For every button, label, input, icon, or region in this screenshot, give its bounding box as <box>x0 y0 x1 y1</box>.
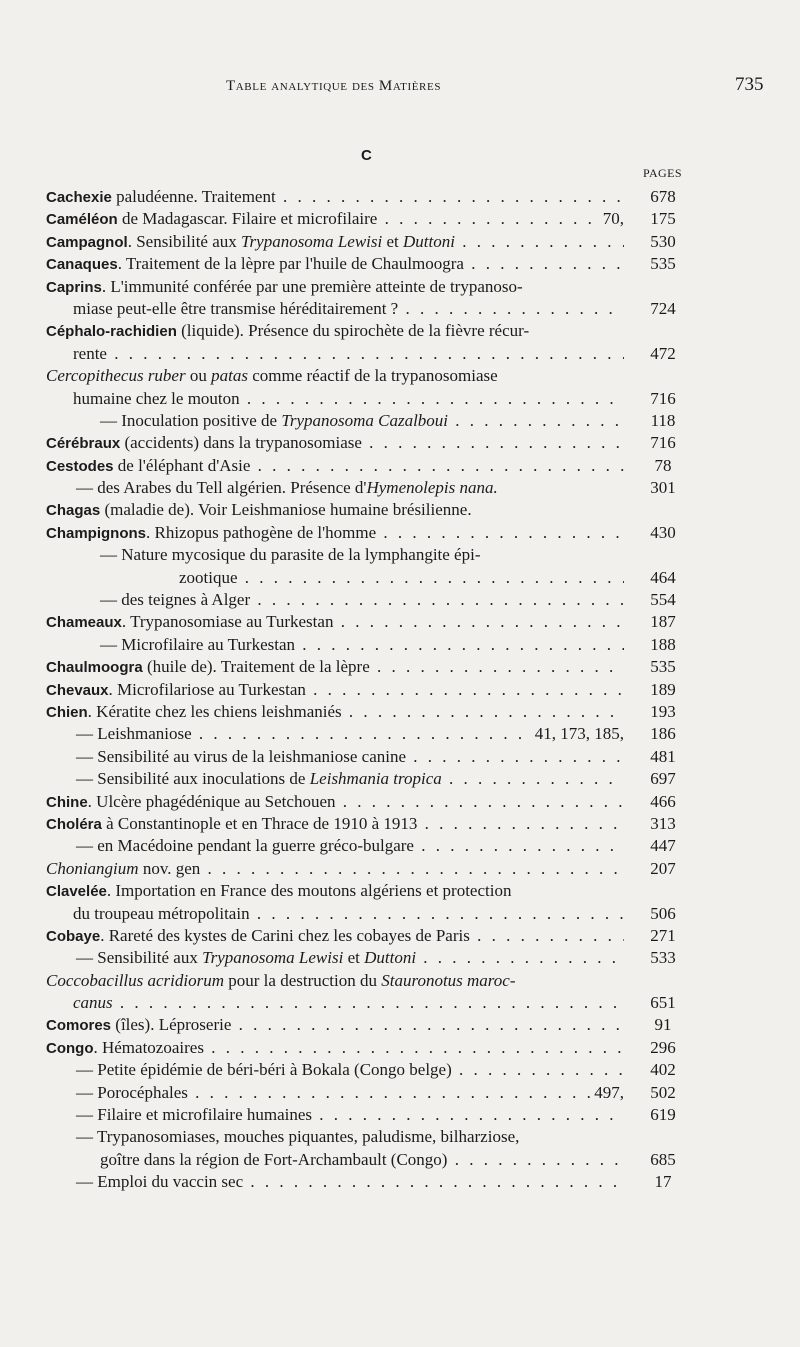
entry-page-number: 466 <box>650 791 676 811</box>
index-entry <box>46 276 686 298</box>
index-entry <box>46 1082 686 1104</box>
entry-description: . Traitement de la lèpre par l'huile de Chaulmoogra <box>117 254 464 274</box>
entry-keyword: Canaques <box>46 256 118 274</box>
entry-text <box>46 611 624 634</box>
index-entry <box>46 746 686 768</box>
entry-description: — Inoculation positive de <box>100 410 282 430</box>
entry-page-number: 118 <box>650 410 676 430</box>
entry-page-number: 651 <box>650 993 676 1013</box>
entry-text <box>46 746 624 768</box>
entry-description: rente <box>73 343 107 363</box>
pages-column-label: PAGES <box>643 166 682 180</box>
entry-text <box>46 858 624 880</box>
index-entry <box>46 343 686 365</box>
entry-italic-term: Duttoni <box>364 948 417 968</box>
entry-italic-term: Trypanosoma Lewisi <box>241 231 383 251</box>
entry-text <box>46 410 624 432</box>
entry-italic-term: Trypanosoma Lewisi <box>202 948 344 968</box>
section-letter: C <box>361 147 372 164</box>
index-entry <box>46 544 686 566</box>
index-entry <box>46 1059 686 1081</box>
entry-page-number: 17 <box>654 1172 672 1192</box>
entry-page-number: 91 <box>654 1015 672 1035</box>
entry-text <box>46 298 624 320</box>
page-number: 735 <box>735 74 764 95</box>
entry-description: . Importation en France des moutons algériens et protection <box>106 881 512 901</box>
index-entries <box>46 186 686 1194</box>
entry-description: . Kératite chez les chiens leishmaniés <box>87 701 342 721</box>
index-entry <box>46 701 686 723</box>
entry-text <box>46 477 624 499</box>
entry-text <box>46 432 624 455</box>
entry-page-number: 502 <box>650 1082 676 1102</box>
entry-italic-term: Leishmania tropica <box>309 769 442 789</box>
entry-page-number: 535 <box>650 657 676 677</box>
entry-text <box>46 186 624 209</box>
index-entry <box>46 835 686 857</box>
entry-page-number: 472 <box>650 343 676 363</box>
entry-text <box>46 656 624 679</box>
entry-keyword: Clavelée <box>46 883 107 901</box>
entry-text <box>46 208 624 231</box>
entry-text <box>46 1037 624 1060</box>
entry-description: zootique <box>179 567 238 587</box>
index-entry <box>46 1014 686 1036</box>
entry-text <box>46 813 624 836</box>
index-entry <box>46 634 686 656</box>
entry-description: (liquide). Présence du spirochète de la fièvre récur- <box>176 321 530 341</box>
entry-description: du troupeau métropolitain <box>73 903 250 923</box>
index-entry <box>46 925 686 947</box>
entry-text <box>46 1171 624 1193</box>
entry-page-number: 533 <box>650 948 676 968</box>
index-entry <box>46 298 686 320</box>
entry-extra-pages: 497, <box>590 1082 624 1104</box>
index-entry <box>46 208 686 230</box>
entry-keyword: Chevaux <box>46 681 109 699</box>
entry-page-number: 271 <box>650 925 676 945</box>
index-entry <box>46 992 686 1014</box>
entry-keyword: Chaulmoogra <box>46 659 143 677</box>
entry-description: — Sensibilité aux inoculations de <box>76 769 310 789</box>
entry-italic-term: Stauronotus maroc- <box>381 970 516 990</box>
entry-description: miase peut-elle être transmise héréditairement ? <box>73 298 399 318</box>
entry-page-number: 554 <box>650 590 676 610</box>
entry-text <box>46 791 624 814</box>
entry-description: (huile de). Traitement de la lèpre <box>142 657 370 677</box>
entry-text <box>46 1104 624 1126</box>
entry-text <box>46 903 624 925</box>
entry-text <box>46 365 624 387</box>
index-entry <box>46 813 686 835</box>
index-entry <box>46 522 686 544</box>
index-entry <box>46 231 686 253</box>
entry-description: — des teignes à Alger <box>100 590 251 610</box>
entry-page-number: 189 <box>650 679 676 699</box>
entry-page-number: 430 <box>650 522 676 542</box>
entry-keyword: Cobaye <box>46 927 101 945</box>
index-entry <box>46 679 686 701</box>
entry-keyword: Campagnol <box>46 233 128 251</box>
entry-text <box>46 276 624 299</box>
entry-description: pour la destruction du <box>224 970 382 990</box>
entry-text <box>46 947 624 969</box>
index-entry <box>46 1037 686 1059</box>
entry-description: . Microfilariose au Turkestan <box>108 679 306 699</box>
entry-keyword: Chine <box>46 793 88 811</box>
entry-description: goître dans la région de Fort-Archambault (Congo) <box>100 1149 448 1169</box>
entry-page-number: 697 <box>650 769 676 789</box>
entry-page-number: 685 <box>650 1149 676 1169</box>
entry-description: à Constantinople et en Thrace de 1910 à 1913 <box>101 813 418 833</box>
entry-description: — Filaire et microfilaire humaines <box>76 1105 313 1125</box>
entry-keyword: Chien <box>46 703 88 721</box>
index-entry <box>46 365 686 387</box>
entry-page-number: 464 <box>650 567 676 587</box>
entry-page-number: 193 <box>650 701 676 721</box>
entry-text <box>46 253 624 276</box>
entry-description: — Porocéphales <box>76 1082 188 1102</box>
entry-italic-term: Trypanosoma Cazalboui <box>281 410 449 430</box>
entry-keyword: Caméléon <box>46 211 118 229</box>
entry-page-number: 530 <box>650 231 676 251</box>
entry-page-number: 175 <box>650 209 676 229</box>
index-entry <box>46 320 686 342</box>
index-entry <box>46 1149 686 1171</box>
entry-text <box>46 544 624 566</box>
entry-keyword: Céphalo-rachidien <box>46 323 177 341</box>
entry-text <box>46 1082 624 1104</box>
entry-description: — Nature mycosique du parasite de la lymphangite épi- <box>100 545 481 565</box>
entry-keyword: Caprins <box>46 278 102 296</box>
index-entry <box>46 253 686 275</box>
entry-italic-term: Coccobacillus acridiorum <box>46 970 225 990</box>
entry-description: . Trypanosomiase au Turkestan <box>121 612 334 632</box>
index-entry <box>46 791 686 813</box>
entry-italic-term: Duttoni <box>403 231 455 251</box>
entry-description: et <box>382 231 404 251</box>
entry-keyword: Cachexie <box>46 189 112 206</box>
entry-text <box>46 970 624 992</box>
entry-keyword: Chagas <box>46 502 101 520</box>
entry-description: de Madagascar. Filaire et microfilaire <box>117 209 378 229</box>
index-entry <box>46 723 686 745</box>
entry-text <box>46 231 624 254</box>
entry-text <box>46 634 624 656</box>
entry-text <box>46 567 624 589</box>
entry-description: ou <box>185 366 212 386</box>
entry-description: — Petite épidémie de béri-béri à Bokala (Congo belge) <box>76 1060 452 1080</box>
entry-italic-term: Choniangium <box>46 858 139 878</box>
entry-description: et <box>343 948 365 968</box>
entry-description: — Leishmaniose <box>76 724 192 744</box>
entry-keyword: Cérébraux <box>46 435 121 453</box>
entry-page-number: 78 <box>654 455 672 475</box>
entry-description: — des Arabes du Tell algérien. Présence d' <box>76 478 367 498</box>
entry-description: — Sensibilité aux <box>76 948 203 968</box>
entry-page-number: 535 <box>650 254 676 274</box>
entry-text <box>46 320 624 343</box>
entry-italic-term: canus <box>73 993 113 1013</box>
entry-page-number: 296 <box>650 1037 676 1057</box>
entry-italic-term: Cercopithecus ruber <box>46 366 186 386</box>
entry-page-number: 187 <box>650 612 676 632</box>
entry-description: — Microfilaire au Turkestan <box>100 634 295 654</box>
index-entry <box>46 970 686 992</box>
entry-italic-term: patas <box>211 366 248 386</box>
entry-text <box>46 1149 624 1171</box>
entry-text <box>46 499 624 522</box>
entry-description: — Sensibilité au virus de la leishmaniose canine <box>76 746 407 766</box>
entry-description: (îles). Léproserie <box>111 1015 232 1035</box>
entry-text <box>46 679 624 702</box>
entry-keyword: Congo <box>46 1039 94 1057</box>
index-entry <box>46 589 686 611</box>
entry-text <box>46 1014 624 1037</box>
index-entry <box>46 455 686 477</box>
entry-description: paludéenne. Traitement <box>111 187 276 206</box>
entry-page-number: 678 <box>650 187 676 206</box>
entry-text <box>46 343 624 365</box>
entry-description: nov. gen <box>138 858 201 878</box>
entry-page-number: 402 <box>650 1060 676 1080</box>
entry-keyword: Champignons <box>46 524 146 542</box>
index-entry <box>46 388 686 410</box>
entry-description: . Sensibilité aux <box>127 231 242 251</box>
entry-extra-pages: 41, 173, 185, <box>531 723 624 745</box>
entry-text <box>46 701 624 724</box>
entry-page-number: 619 <box>650 1105 676 1125</box>
index-entry <box>46 477 686 499</box>
index-entry <box>46 567 686 589</box>
entry-page-number: 481 <box>650 746 676 766</box>
entry-description: — Trypanosomiases, mouches piquantes, paludisme, bilharziose, <box>76 1127 520 1147</box>
entry-page-number: 301 <box>650 478 676 498</box>
index-entry <box>46 880 686 902</box>
entry-description: . Rareté des kystes de Carini chez les cobayes de Paris <box>100 925 470 945</box>
entry-description: — en Macédoine pendant la guerre gréco-bulgare <box>76 836 414 856</box>
entry-description: . Ulcère phagédénique au Setchouen <box>87 791 336 811</box>
entry-text <box>46 388 624 410</box>
running-title: Table analytique des Matières <box>226 78 442 94</box>
entry-description: (accidents) dans la trypanosomiase <box>120 433 362 453</box>
index-entry <box>46 947 686 969</box>
entry-description: . Rhizopus pathogène de l'homme <box>146 522 377 542</box>
entry-text <box>46 522 624 545</box>
index-entry <box>46 186 686 208</box>
page-header <box>0 72 800 96</box>
entry-keyword: Chameaux <box>46 614 122 632</box>
entry-italic-term: Hymenolepis nana. <box>366 478 498 498</box>
index-entry <box>46 432 686 454</box>
entry-keyword: Cestodes <box>46 457 114 475</box>
entry-page-number: 716 <box>650 433 676 453</box>
entry-text <box>46 455 624 478</box>
entry-text <box>46 589 624 611</box>
index-entry <box>46 1126 686 1148</box>
index-entry <box>46 768 686 790</box>
entry-page-number: 506 <box>650 903 676 923</box>
entry-description: . Hématozoaires <box>93 1037 204 1057</box>
entry-text <box>46 1126 624 1148</box>
entry-page-number: 724 <box>650 298 676 318</box>
index-entry <box>46 1104 686 1126</box>
entry-extra-pages: 70, <box>599 208 624 230</box>
entry-text <box>46 992 624 1014</box>
entry-keyword: Comores <box>46 1017 112 1035</box>
entry-page-number: 716 <box>650 388 676 408</box>
entry-text <box>46 835 624 857</box>
index-entry <box>46 903 686 925</box>
index-entry <box>46 858 686 880</box>
index-entry <box>46 499 686 521</box>
entry-description: . L'immunité conférée par une première atteinte de trypanoso- <box>101 276 523 296</box>
entry-page-number: 207 <box>650 858 676 878</box>
entry-description: (maladie de). Voir Leishmaniose humaine brésilienne. <box>100 500 472 520</box>
entry-text <box>46 1059 624 1081</box>
entry-text <box>46 768 624 790</box>
index-entry <box>46 1171 686 1193</box>
entry-description: humaine chez le mouton <box>73 388 240 408</box>
entry-text <box>46 925 624 948</box>
index-entry <box>46 656 686 678</box>
entry-text <box>46 880 624 903</box>
entry-keyword: Choléra <box>46 815 102 833</box>
entry-page-number: 188 <box>650 634 676 654</box>
entry-page-number: 447 <box>650 836 676 856</box>
entry-page-number: 313 <box>650 813 676 833</box>
entry-page-number: 186 <box>650 724 676 744</box>
index-entry <box>46 410 686 432</box>
entry-description: comme réactif de la trypanosomiase <box>247 366 498 386</box>
entry-description: — Emploi du vaccin sec <box>76 1172 244 1192</box>
index-entry <box>46 611 686 633</box>
entry-description: de l'éléphant d'Asie <box>113 455 251 475</box>
